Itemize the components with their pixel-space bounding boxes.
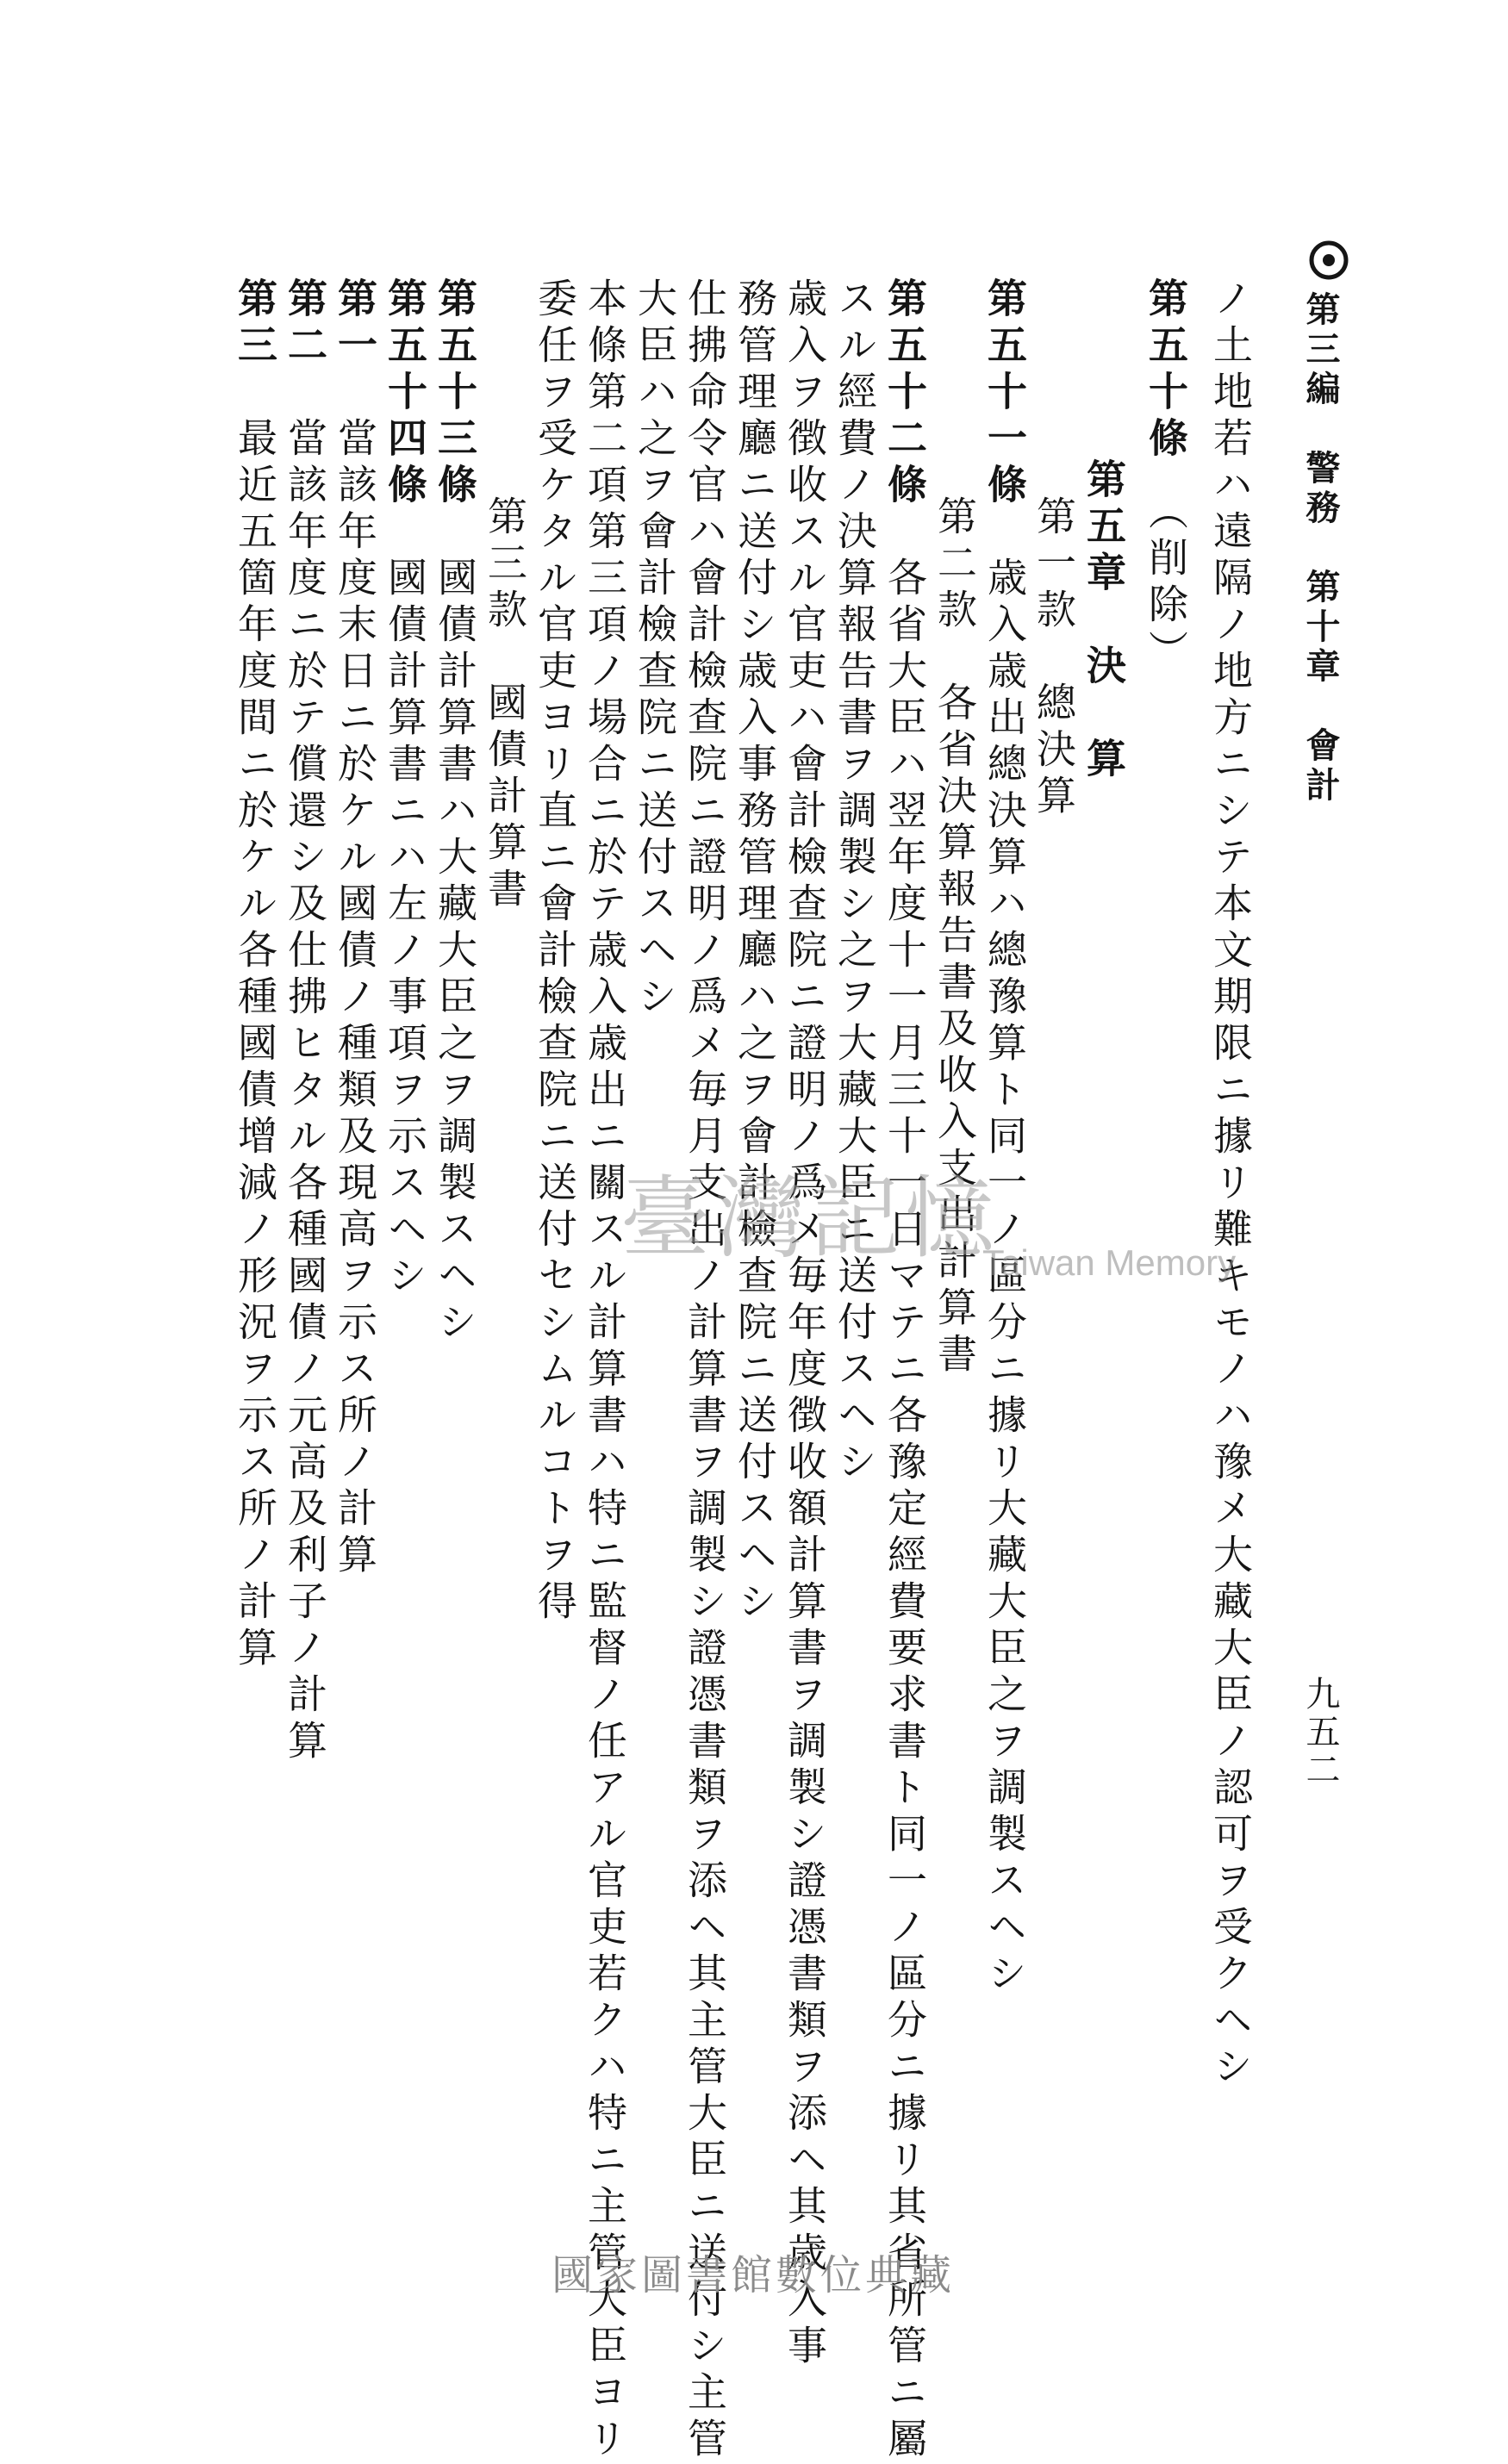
section-mark-icon [1303,234,1355,286]
watermark-text: 臺灣記憶 [620,1166,1000,1271]
list-item: 第一 當該年度末日ニ於ケル國債ノ種類及現高ヲ示ス所ノ計算 [332,277,378,1580]
section-heading: 第二款 各省決算報告書及收入支出計算書 [932,495,978,1379]
article-53: 第五十三條 國債計算書ハ大藏大臣之ヲ調製スヘシ [432,277,478,1347]
chapter-heading: 第五章 決 算 [1081,458,1127,784]
watermark-subtext: Taiwan Memory [982,1242,1237,1283]
section-heading: 第三款 國債計算書 [482,495,528,914]
article-50: 第五十條 （削除） [1143,277,1189,676]
section-heading: 第一款 總決算 [1031,495,1077,821]
list-item: 第二 當該年度ニ於テ償還シ及仕拂ヒタル各種國債ノ元高及利子ノ計算 [282,277,328,1766]
running-head: 第三編 警務 第十章 會計 [1300,291,1341,806]
page-number: 九五二 [1300,1676,1340,1789]
text-column: 務管理廳ニ送付シ歳入事務管理廳ハ之ヲ會計檢查院ニ送付スヘシ [732,277,778,1627]
text-column: ノ土地若ハ遠隔ノ地方ニシテ本文期限ニ據リ難キモノハ豫メ大藏大臣ノ認可ヲ受クヘシ [1207,277,1254,2092]
list-item: 第三 最近五箇年度間ニ於ケル各種國債增減ノ形況ヲ示ス所ノ計算 [232,277,278,1673]
article-51: 第五十一條 歳入歳出總決算ハ總豫算ト同一ノ區分ニ據リ大藏大臣之ヲ調製スヘシ [981,277,1028,1999]
text-column: スル經費ノ決算報告書ヲ調製シ之ヲ大藏大臣ニ送付スヘシ [832,277,878,1487]
text-column: 歳入ヲ徴收スル官吏ハ會計檢查院ニ證明ノ爲メ毎年度徴收額計算書ヲ調製シ證憑書類ヲ添ヘ其歳入事 [782,277,828,2371]
text-column: 本條第二項第三項ノ場合ニ於テ歳入歳出ニ關スル計算書ハ特ニ監督ノ任アル官吏若クハ特ニ主管大臣ヨリ [582,277,628,2464]
text-column: 大臣ハ之ヲ會計檢查院ニ送付スヘシ [632,277,678,1022]
footer-collection-label: 國家圖書館數位典藏 [551,2251,956,2299]
watermark-logo [620,1146,1237,1283]
article-52: 第五十二條 各省大臣ハ翌年度十一月三十一日マテニ各豫定經費要求書ト同一ノ區分ニ據リ其省所管ニ屬 [882,277,928,2464]
text-column: 委任ヲ受ケタル官吏ヨリ直ニ會計檢查院ニ送付セシムルコトヲ得 [532,277,578,1627]
article-54: 第五十四條 國債計算書ニハ左ノ事項ヲ示スヘシ [382,277,428,1301]
text-column: 仕拂命令官ハ會計檢查院ニ證明ノ爲メ毎月支出ノ計算書ヲ調製シ證憑書類ヲ添ヘ其主管大臣ニ送付シ主管 [682,277,728,2464]
